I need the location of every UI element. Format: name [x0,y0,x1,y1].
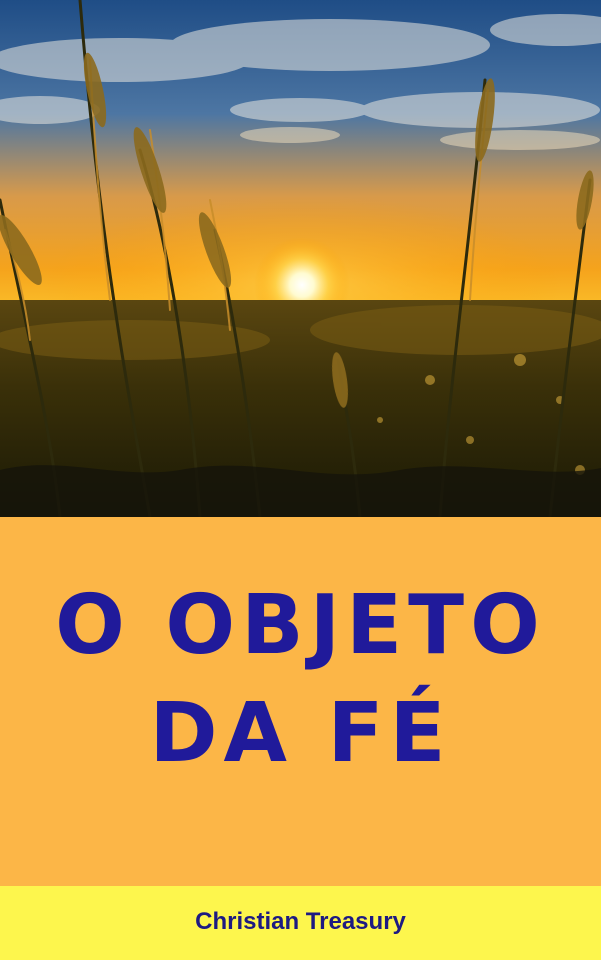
publisher-bar [0,886,601,960]
title-panel [0,517,601,886]
publisher-name: Christian Treasury [195,908,406,935]
book-title-line-2: DA FÉ [149,686,452,781]
book-title-line-1: O OBJETO [55,578,546,673]
